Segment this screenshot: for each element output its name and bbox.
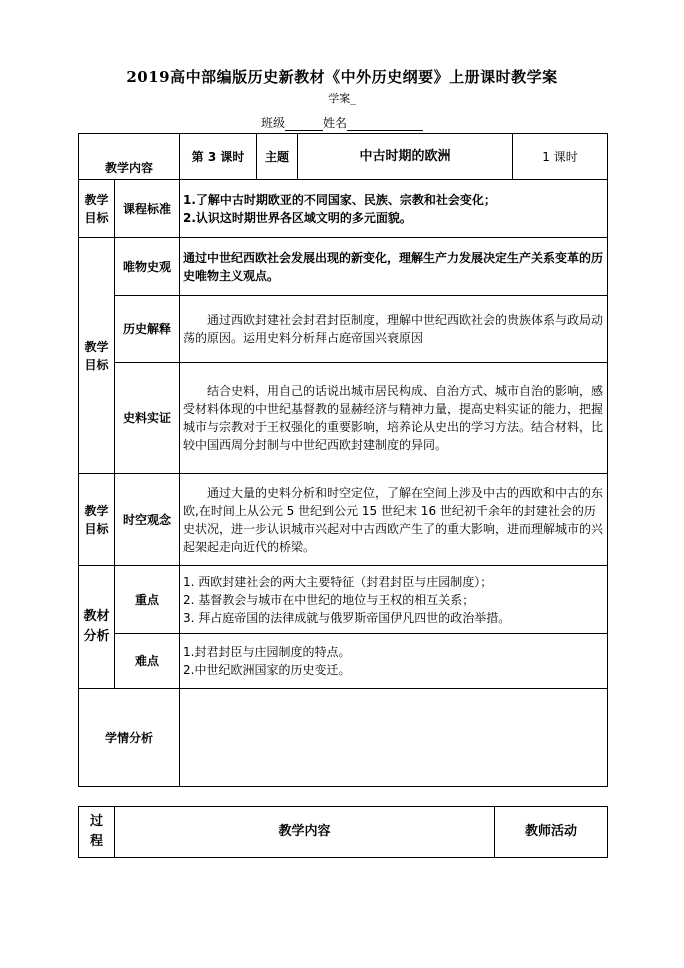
spacetime-row	[79, 474, 608, 566]
spacetime-text: 通过大量的史料分析和时空定位，了解在空间上涉及中古的西欧和中古的东欧,在时间上从公元 5 世纪到公元 15 世纪末 16 世纪初千余年的封建社会的历史状况，进一步认识城市兴起对中古西欧产生了的重大影响，进而理解城市的兴起架起走向近代的桥梁。	[180, 474, 608, 566]
goal-label: 教学目标	[79, 180, 115, 238]
process-table	[78, 806, 608, 858]
process-label: 过程	[79, 807, 115, 858]
process-header-row	[79, 807, 608, 858]
interpretation-label: 历史解释	[115, 296, 180, 363]
evidence-label: 史料实证	[115, 363, 180, 474]
focus-line: 2. 基督教会与城市在中世纪的地位与王权的相互关系；	[183, 592, 475, 607]
lesson-plan-table	[78, 133, 608, 787]
difficulty-line: 2.中世纪欧洲国家的历史变迁。	[183, 663, 351, 677]
document-title: 2019高中部编版历史新教材《中外历史纲要》上册课时教学案	[126, 68, 558, 86]
teacher-activity-label: 教师活动	[495, 807, 608, 858]
materialism-label: 唯物史观	[115, 238, 180, 296]
teaching-content-label: 教学内容	[79, 134, 180, 180]
difficulty-line: 1.封君封臣与庄园制度的特点。	[183, 645, 351, 659]
goal-label: 教学目标	[79, 474, 115, 566]
evidence-text: 结合史料，用自己的话说出城市居民构成、自治方式、城市自治的影响，感受材料体现的中世纪基督教的显赫经济与精神力量，提高史料实证的能力，把握城市与宗教对于王权强化的重要影响，培养论从史出的学习方法。结合材料，比较中国西周分封制与中世纪西欧封建制度的异同。	[180, 363, 608, 474]
focus-line: 3. 拜占庭帝国的法律成就与俄罗斯帝国伊凡四世的政治举措。	[183, 610, 511, 625]
class-label: 班级	[260, 116, 285, 130]
materialism-text: 通过中世纪西欧社会发展出现的新变化，理解生产力发展决定生产关系变革的历史唯物主义观点。	[180, 238, 608, 296]
class-name-line	[0, 114, 684, 131]
header-row	[79, 134, 608, 180]
learner-analysis-cell[interactable]	[180, 689, 608, 787]
evidence-row	[79, 363, 608, 474]
textbook-analysis-label: 教材分析	[79, 566, 115, 689]
theme-value: 中古时期的欧洲	[298, 134, 513, 180]
curriculum-text	[180, 180, 608, 238]
materialism-row	[79, 238, 608, 296]
goal-label: 教学目标	[79, 238, 115, 474]
theme-label: 主题	[257, 134, 298, 180]
curriculum-row	[79, 180, 608, 238]
focus-row	[79, 566, 608, 634]
focus-text	[180, 566, 608, 634]
spacetime-label: 时空观念	[115, 474, 180, 566]
curriculum-label: 课程标准	[115, 180, 180, 238]
focus-label: 重点	[115, 566, 180, 634]
difficulty-row	[79, 634, 608, 689]
difficulty-label: 难点	[115, 634, 180, 689]
name-blank[interactable]	[347, 118, 423, 131]
focus-line: 1. 西欧封建社会的两大主要特征（封君封臣与庄园制度）；	[183, 574, 493, 589]
curriculum-line: 1.了解中古时期欧亚的不同国家、民族、宗教和社会变化；	[183, 192, 496, 207]
interpretation-text: 通过西欧封建社会封君封臣制度，理解中世纪西欧社会的贵族体系与政局动荡的原因。运用史料分析拜占庭帝国兴衰原因	[180, 296, 608, 363]
document-subtitle: 学案_	[328, 92, 356, 105]
difficulty-text	[180, 634, 608, 689]
learner-analysis-label: 学情分析	[79, 689, 180, 787]
interpretation-row	[79, 296, 608, 363]
curriculum-line: 2.认识这时期世界各区域文明的多元面貌。	[183, 210, 412, 225]
lesson-number: 第 3 课时	[180, 134, 257, 180]
class-blank[interactable]	[285, 118, 323, 131]
learner-row	[79, 689, 608, 787]
hours-value: 1 课时	[513, 134, 608, 180]
name-label: 姓名	[323, 116, 348, 130]
process-content-label: 教学内容	[115, 807, 495, 858]
